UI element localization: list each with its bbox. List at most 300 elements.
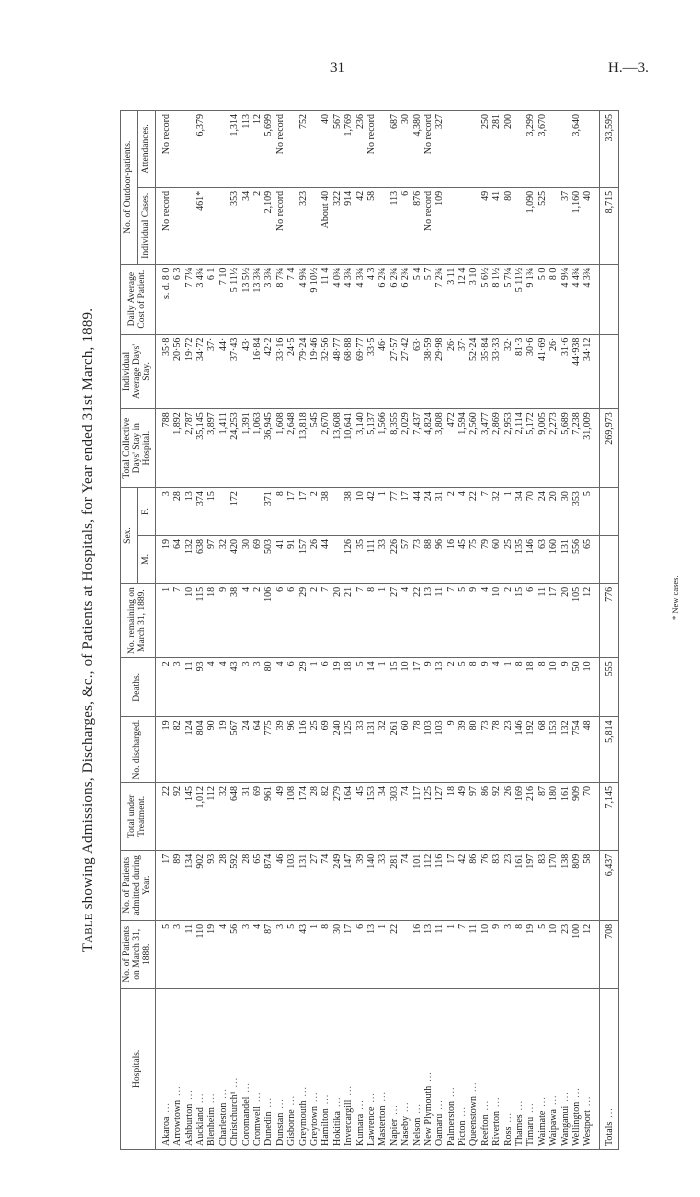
cell-female [241,488,252,536]
cell-average-stay: 26· [548,334,559,409]
cell-deaths: 4 [218,658,229,717]
col-total-treatment: Total under Treatment. [121,782,156,850]
cell-hospital: Greytown... [309,988,320,1149]
cell-attendances [446,111,457,188]
cell-individual-cases: 37 [560,187,571,264]
cell-deaths: 50 [571,658,582,717]
total-on-march-1888: 708 [599,920,618,988]
cell-individual-cases: No record [423,187,434,264]
cell-female: 30 [560,488,571,536]
cell-on-march-1888: 19 [525,920,536,988]
cell-admitted: 902 [195,850,206,920]
cell-hospital: Akaroa... [155,988,172,1149]
col-attendances: Attendances. [138,111,155,188]
col-deaths: Deaths. [121,658,156,717]
cell-on-march-1888: 3 [503,920,514,988]
cell-attendances [468,111,479,188]
cell-individual-cases: 41 [491,187,502,264]
cell-individual-cases: 322 [332,187,343,264]
cell-hospital: Waipawa... [548,988,559,1149]
cell-remaining: 6 [286,583,297,658]
cell-daily-cost: 5 4 [412,264,423,334]
col-remaining: No. remaining on March 31, 1889. [121,583,156,658]
cell-female: 172 [229,488,240,536]
cell-daily-cost: 13 3¾ [252,264,263,334]
cell-collective-days: 3,808 [434,409,445,488]
cell-deaths: 3 [252,658,263,717]
cell-admitted: 116 [434,850,445,920]
table-row [548,111,559,1150]
cell-remaining: 21 [343,583,354,658]
cell-hospital: Ross... [503,988,514,1149]
cell-on-march-1888: 100 [571,920,582,988]
table-row [241,111,252,1150]
cell-treated: 279 [332,782,343,850]
cell-discharged: 804 [195,717,206,783]
cell-admitted: 39 [355,850,366,920]
table-row [298,111,309,1150]
table-row [377,111,388,1150]
cell-individual-cases [468,187,479,264]
cell-attendances: 6,379 [195,111,206,188]
cell-admitted: 28 [241,850,252,920]
cell-admitted: 58 [582,850,599,920]
cell-attendances: No record [155,111,172,188]
cell-male: 75 [468,536,479,584]
cell-collective-days: 1,391 [241,409,252,488]
cell-treated: 92 [491,782,502,850]
cell-discharged: 78 [491,717,502,783]
cell-remaining: 15 [514,583,525,658]
cell-attendances: 12 [252,111,263,188]
cell-female: 7 [480,488,491,536]
cell-on-march-1888: 10 [548,920,559,988]
cell-daily-cost: 7 4 [286,264,297,334]
cell-discharged: 73 [480,717,491,783]
total-deaths: 555 [599,658,618,717]
cell-male: 420 [229,536,240,584]
col-individual-cases: Individual Cases. [138,187,155,264]
cell-on-march-1888: 5 [537,920,548,988]
cell-average-stay: 37·43 [229,334,240,409]
cell-female: 24 [537,488,548,536]
cell-average-stay: 79·24 [298,334,309,409]
cell-deaths: 5 [355,658,366,717]
cell-hospital: Westport... [582,988,599,1149]
cell-average-stay: 46· [377,334,388,409]
cell-discharged: 64 [252,717,263,783]
total-male [599,536,618,584]
cell-admitted: 147 [343,850,354,920]
cell-average-stay: 34·12 [582,334,599,409]
cell-collective-days: 5,689 [560,409,571,488]
cell-admitted: 103 [286,850,297,920]
cell-daily-cost: 5 7 [423,264,434,334]
cell-admitted: 33 [377,850,388,920]
cell-average-stay: 32· [503,334,514,409]
cell-hospital: Blenheim... [206,988,217,1149]
cell-remaining: 5 [457,583,468,658]
cell-remaining: 105 [571,583,582,658]
cell-discharged: 775 [263,717,274,783]
cell-remaining: 106 [263,583,274,658]
cell-on-march-1888: 9 [491,920,502,988]
cell-daily-cost: 6 2¾ [400,264,411,334]
cell-admitted: 46 [275,850,286,920]
cell-admitted: 131 [298,850,309,920]
cell-deaths: 17 [412,658,423,717]
cell-on-march-1888: 1 [446,920,457,988]
cell-hospital: Dunedin... [263,988,274,1149]
cell-daily-cost: 3 4¾ [195,264,206,334]
cell-collective-days: 3,477 [480,409,491,488]
cell-attendances [560,111,571,188]
table-row [206,111,217,1150]
total-remaining: 776 [599,583,618,658]
cell-female: 17 [298,488,309,536]
cell-female: 4 [457,488,468,536]
cell-remaining: 8 [366,583,377,658]
cell-individual-cases: 914 [343,187,354,264]
cell-deaths: 4 [491,658,502,717]
cell-female: 353 [571,488,582,536]
cell-male: 126 [343,536,354,584]
cell-average-stay: 31·6 [560,334,571,409]
cell-deaths: 6 [286,658,297,717]
cell-attendances: 1,769 [343,111,354,188]
cell-male: 638 [195,536,206,584]
cell-hospital: Charleston... [218,988,229,1149]
cell-on-march-1888: 3 [172,920,183,988]
cell-treated: 164 [343,782,354,850]
table-row [434,111,445,1150]
cell-hospital: Picton... [457,988,468,1149]
total-individual-cases: 8,715 [599,187,618,264]
cell-daily-cost: 4 3¾ [582,264,599,334]
cell-collective-days: 2,670 [320,409,331,488]
cell-on-march-1888: 13 [366,920,377,988]
cell-hospital: Naseby... [400,988,411,1149]
cell-daily-cost: 5 11½ [229,264,240,334]
cell-deaths: 4 [275,658,286,717]
cell-collective-days: 545 [309,409,320,488]
cell-discharged: 19 [155,717,172,783]
cell-on-march-1888: 11 [184,920,195,988]
cell-remaining: 27 [389,583,400,658]
cell-attendances [582,111,599,188]
cell-hospital: Hokitika... [332,988,343,1149]
cell-hospital: New Plymouth... [423,988,434,1149]
cell-average-stay: 69·77 [355,334,366,409]
cell-individual-cases: 525 [537,187,548,264]
table-row [525,111,536,1150]
cell-treated: 82 [320,782,331,850]
col-hospitals: Hospitals. [121,988,156,1149]
cell-average-stay: 19·72 [184,334,195,409]
cell-daily-cost: 6 2¾ [389,264,400,334]
cell-on-march-1888: 3 [275,920,286,988]
cell-on-march-1888: 11 [434,920,445,988]
cell-daily-cost: 12 4 [457,264,468,334]
cell-individual-cases [309,187,320,264]
cell-hospital: Wanganui... [560,988,571,1149]
cell-hospital: Nelson... [412,988,423,1149]
cell-discharged: 261 [389,717,400,783]
cell-male [332,536,343,584]
cell-individual-cases: No record [275,187,286,264]
cell-treated: 92 [172,782,183,850]
total-treated: 7,145 [599,782,618,850]
cell-individual-cases [218,187,229,264]
cell-individual-cases [286,187,297,264]
cell-collective-days: 3,897 [206,409,217,488]
cell-treated: 32 [218,782,229,850]
cell-treated: 117 [412,782,423,850]
cell-average-stay: 63· [412,334,423,409]
cell-deaths: 14 [366,658,377,717]
cell-male: 91 [286,536,297,584]
cell-male: 131 [560,536,571,584]
cell-individual-cases: 80 [503,187,514,264]
cell-female: 70 [525,488,536,536]
cell-treated: 112 [206,782,217,850]
cell-hospital: Coromandel... [241,988,252,1149]
cell-remaining: 29 [298,583,309,658]
total-daily-cost [599,264,618,334]
cell-average-stay: 32·56 [320,334,331,409]
cell-average-stay: 27·57 [389,334,400,409]
cell-collective-days: 13,608 [332,409,343,488]
page-number: 31 [330,60,345,76]
cell-collective-days: 2,560 [468,409,479,488]
cell-discharged: 124 [184,717,195,783]
cell-hospital: Queenstown... [468,988,479,1149]
cell-collective-days: 10,641 [343,409,354,488]
cell-remaining: 4 [400,583,411,658]
cell-male: 26 [309,536,320,584]
cell-on-march-1888: 5 [155,920,172,988]
cell-average-stay: 41·69 [537,334,548,409]
cell-deaths: 10 [582,658,599,717]
cell-female: 44 [412,488,423,536]
cell-remaining: 7 [355,583,366,658]
cell-individual-cases: 49 [480,187,491,264]
cell-admitted: 74 [320,850,331,920]
cell-attendances: 236 [355,111,366,188]
table-row [400,111,411,1150]
cell-average-stay: 33·5 [366,334,377,409]
cell-female: 22 [468,488,479,536]
cell-attendances [309,111,320,188]
cell-remaining: 7 [172,583,183,658]
cell-daily-cost: 3 11 [446,264,457,334]
cell-female: 15 [206,488,217,536]
cell-treated: 216 [525,782,536,850]
cell-treated: 87 [537,782,548,850]
cell-individual-cases: 1,090 [525,187,536,264]
cell-hospital: Arrowtown... [172,988,183,1149]
cell-collective-days: 2,273 [548,409,559,488]
cell-admitted: 161 [514,850,525,920]
cell-on-march-1888: 4 [218,920,229,988]
cell-daily-cost: 4 3¾ [355,264,366,334]
cell-female [252,488,263,536]
cell-deaths: 19 [332,658,343,717]
cell-on-march-1888 [400,920,411,988]
cell-collective-days: 7,437 [412,409,423,488]
cell-average-stay: 35·8 [155,334,172,409]
cell-discharged: 80 [468,717,479,783]
cell-individual-cases: 6 [400,187,411,264]
table-row [366,111,377,1150]
col-sex-male: M. [138,536,155,584]
cell-individual-cases: 34 [241,187,252,264]
cell-collective-days: 1,063 [252,409,263,488]
table-row [503,111,514,1150]
cell-male: 25 [503,536,514,584]
cell-discharged: 153 [548,717,559,783]
cell-hospital: Waimate... [537,988,548,1149]
cell-discharged: 103 [434,717,445,783]
cell-admitted: 76 [480,850,491,920]
cell-discharged: 82 [172,717,183,783]
cell-on-march-1888: 1 [377,920,388,988]
cell-treated: 74 [400,782,411,850]
cell-treated: 909 [571,782,582,850]
cell-deaths: 2 [446,658,457,717]
cell-admitted: 27 [309,850,320,920]
cell-treated: 28 [309,782,320,850]
cell-average-stay: 44·938 [571,334,582,409]
cell-male: 157 [298,536,309,584]
cell-hospital: Christchurch¹... [229,988,240,1149]
cell-male: 226 [389,536,400,584]
cell-remaining: 22 [412,583,423,658]
cell-remaining: 6 [525,583,536,658]
cell-attendances: 250 [480,111,491,188]
cell-male: 132 [184,536,195,584]
cell-hospital: Thames... [514,988,525,1149]
cell-treated: 161 [560,782,571,850]
cell-treated: 49 [275,782,286,850]
cell-admitted: 83 [491,850,502,920]
table-row [155,111,172,1150]
footnote: * New cases. [670,575,680,620]
cell-hospital: Palmerston... [446,988,457,1149]
cell-attendances [548,111,559,188]
cell-treated: 108 [286,782,297,850]
table-row [229,111,240,1150]
table-row [343,111,354,1150]
cell-daily-cost: 13 5½ [241,264,252,334]
cell-hospital: Oamaru... [434,988,445,1149]
table-row [480,111,491,1150]
cell-female [332,488,343,536]
cell-individual-cases [206,187,217,264]
table-row [355,111,366,1150]
cell-daily-cost: 4 9¼ [560,264,571,334]
cell-attendances [514,111,525,188]
cell-individual-cases: 2 [252,187,263,264]
cell-daily-cost: 11 4 [320,264,331,334]
cell-admitted: 65 [252,850,263,920]
cell-attendances: 200 [503,111,514,188]
cell-attendances: 3,670 [537,111,548,188]
cell-deaths: 18 [343,658,354,717]
table-row [275,111,286,1150]
cell-remaining: 4 [241,583,252,658]
cell-discharged: 125 [343,717,354,783]
cell-discharged: 60 [400,717,411,783]
cell-deaths: 10 [400,658,411,717]
table-title-text: showing Admissions, Discharges, &c., of Patients at Hospitals, for Year ended 31st March, 1889. [80,307,96,910]
cell-remaining: 18 [206,583,217,658]
cell-collective-days: 2,114 [514,409,525,488]
cell-discharged: 90 [206,717,217,783]
table-row [184,111,195,1150]
cell-on-march-1888: 6 [355,920,366,988]
cell-female: 32 [491,488,502,536]
cell-hospital: Invercargill... [343,988,354,1149]
cell-daily-cost: 5 7¼ [503,264,514,334]
cell-on-march-1888: 22 [389,920,400,988]
cell-collective-days: 36,945 [263,409,274,488]
cell-deaths: 1 [309,658,320,717]
cell-male: 30 [241,536,252,584]
cell-discharged: 9 [446,717,457,783]
cell-collective-days: 2,648 [286,409,297,488]
table-row [514,111,525,1150]
cell-individual-cases [172,187,183,264]
cell-treated: 169 [514,782,525,850]
cell-male: 96 [434,536,445,584]
cell-hospital: Riverton... [491,988,502,1149]
table-row [263,111,274,1150]
cell-remaining: 38 [229,583,240,658]
cell-average-stay: 29·98 [434,334,445,409]
cell-discharged: 132 [560,717,571,783]
cell-attendances [184,111,195,188]
cell-male: 64 [172,536,183,584]
cell-average-stay: 81·3 [514,334,525,409]
cell-female: 371 [263,488,274,536]
cell-discharged: 567 [229,717,240,783]
cell-discharged: 240 [332,717,343,783]
cell-remaining: 6 [275,583,286,658]
cell-admitted: 23 [503,850,514,920]
cell-on-march-1888: 87 [263,920,274,988]
cell-daily-cost: 6 1 [206,264,217,334]
cell-male: 44 [320,536,331,584]
cell-average-stay: 33·16 [275,334,286,409]
cell-daily-cost: 4 9¾ [298,264,309,334]
cell-on-march-1888: 5 [286,920,297,988]
cell-treated: 34 [377,782,388,850]
cell-daily-cost: 8 1½ [491,264,502,334]
cell-deaths: 9 [480,658,491,717]
cell-daily-cost: 4 0¾ [332,264,343,334]
cell-on-march-1888: 110 [195,920,206,988]
cell-hospital: Timaru... [525,988,536,1149]
cell-male: 57 [400,536,411,584]
cell-individual-cases: 40 [582,187,599,264]
cell-male: 41 [275,536,286,584]
cell-admitted: 170 [548,850,559,920]
cell-on-march-1888: 17 [343,920,354,988]
table-row [560,111,571,1150]
cell-admitted: 809 [571,850,582,920]
cell-female: 17 [286,488,297,536]
